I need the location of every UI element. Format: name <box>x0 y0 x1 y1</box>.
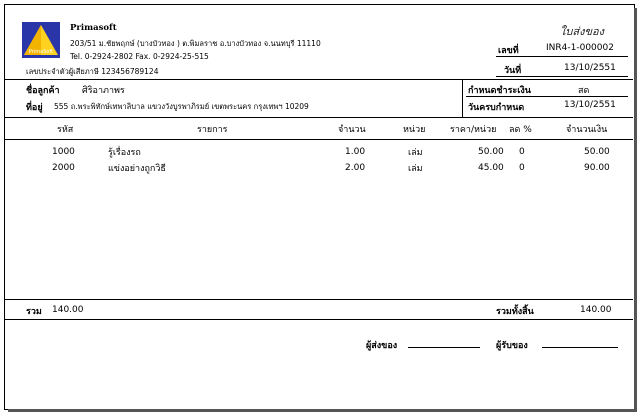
col-header-amount: จำนวนเงิน <box>566 125 608 135</box>
document-frame <box>4 4 635 410</box>
customer-divider <box>462 79 463 117</box>
row-amount: 50.00 <box>584 147 610 157</box>
doc-number-rule <box>496 56 628 57</box>
subtotal-value: 140.00 <box>52 305 84 315</box>
doc-date: 13/10/2551 <box>564 63 616 73</box>
payment-terms-label: กำหนดชำระเงิน <box>468 86 531 96</box>
receiver-signature-line <box>542 347 618 348</box>
col-header-qty: จำนวน <box>338 125 366 135</box>
receiver-signature-label: ผู้รับของ <box>496 341 528 351</box>
company-name: Primasoft <box>70 23 117 33</box>
row-item: รู้เรื่องรถ <box>108 148 141 158</box>
due-date-label: วันครบกำหนด <box>468 103 525 113</box>
payment-terms-rule <box>466 96 628 97</box>
due-date: 13/10/2551 <box>564 100 616 110</box>
row-discount: 0 <box>519 147 525 157</box>
logo-text: PrimaSoft <box>28 49 54 55</box>
customer-address-label: ที่อยู่ <box>26 103 43 113</box>
grand-total-value: 140.00 <box>580 305 612 315</box>
frame-shadow-bottom <box>8 409 637 412</box>
company-contact: Tel. 0-2924-2802 Fax. 0-2924-25-515 <box>70 52 209 61</box>
row-unit: เล่ม <box>408 164 423 174</box>
customer-top-rule <box>5 79 633 80</box>
customer-address: 555 ถ.พระพิทักษ์เทพาลิบาล แขวงวังบูรพาภิรมย์ เขตพระนคร กรุงเทพฯ 10209 <box>54 102 309 111</box>
col-header-item: รายการ <box>197 125 228 135</box>
row-price: 50.00 <box>478 147 504 157</box>
grand-total-label: รวมทั้งสิ้น <box>496 307 534 317</box>
payment-terms: สด <box>578 86 590 96</box>
row-price: 45.00 <box>478 163 504 173</box>
company-logo <box>22 22 60 58</box>
customer-bottom-rule <box>5 117 633 118</box>
doc-date-rule <box>496 76 628 77</box>
col-header-unit: หน่วย <box>403 125 426 135</box>
doc-number: INR4-1-000002 <box>546 43 614 53</box>
col-header-price: ราคา/หน่วย <box>450 125 497 135</box>
doc-date-label: วันที่ <box>504 66 522 76</box>
sender-signature-label: ผู้ส่งของ <box>366 341 398 351</box>
customer-name-label: ชื่อลูกค้า <box>26 86 60 96</box>
col-header-discount: ลด % <box>509 125 532 135</box>
row-code: 1000 <box>52 147 75 157</box>
row-amount: 90.00 <box>584 163 610 173</box>
frame-shadow-right <box>634 8 637 410</box>
row-discount: 0 <box>519 163 525 173</box>
customer-name: ศิริอาภาพร <box>82 86 125 96</box>
totals-top-rule <box>5 299 633 300</box>
company-address: 203/51 ม.ชัยพฤกษ์ (บางบัวทอง ) ต.พิมลราช อ.บางบัวทอง จ.นนทบุรี 11110 <box>70 39 321 48</box>
row-unit: เล่ม <box>408 148 423 158</box>
subtotal-label: รวม <box>26 307 42 317</box>
totals-bottom-rule <box>5 319 633 320</box>
row-item: แข่งอย่างถูกวิธี <box>108 164 166 174</box>
col-header-code: รหัส <box>57 125 74 135</box>
sender-signature-line <box>408 347 480 348</box>
row-qty: 1.00 <box>345 147 366 157</box>
row-code: 2000 <box>52 163 75 173</box>
doc-number-label: เลขที่ <box>498 46 519 56</box>
document-title: ใบส่งของ <box>560 25 604 38</box>
company-tax-id: เลขประจำตัวผู้เสียภาษี 123456789124 <box>26 67 159 76</box>
table-header-rule <box>5 139 633 140</box>
row-qty: 2.00 <box>345 163 366 173</box>
